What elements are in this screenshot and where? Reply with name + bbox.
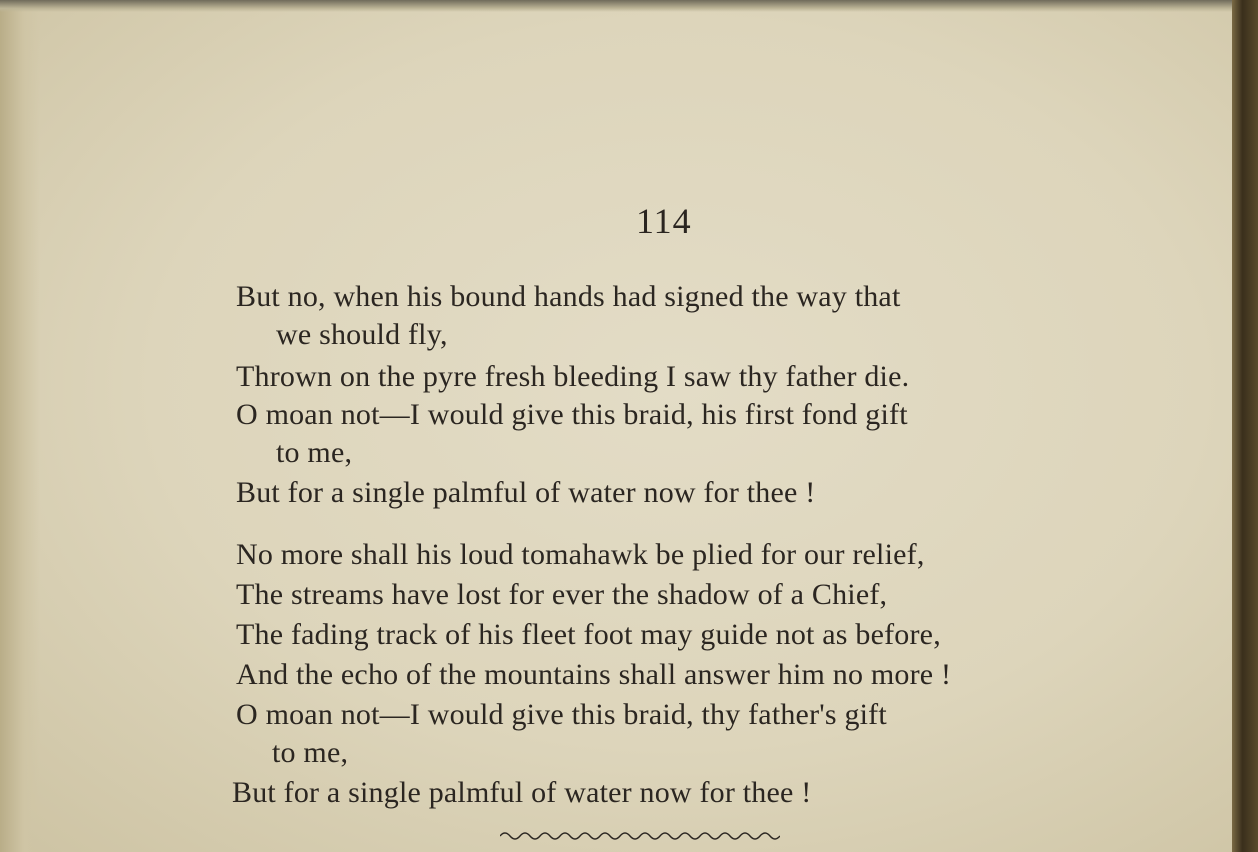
poem-line: O moan not—I would give this braid, thy father's gift bbox=[236, 698, 887, 731]
poem-line: we should fly, bbox=[276, 318, 448, 351]
poem-line: The streams have lost for ever the shadow of a Chief, bbox=[236, 578, 888, 611]
poem-line: The fading track of his fleet foot may guide not as before, bbox=[236, 618, 941, 651]
poem-line: But for a single palmful of water now for thee ! bbox=[236, 476, 816, 509]
poem-line: O moan not—I would give this braid, his first fond gift bbox=[236, 398, 908, 431]
wavy-divider-ornament bbox=[500, 826, 780, 846]
page-number: 114 bbox=[636, 201, 692, 241]
poem-line: But for a single palmful of water now for thee ! bbox=[232, 776, 812, 809]
poem-line: to me, bbox=[276, 436, 353, 469]
poem-line: And the echo of the mountains shall answer him no more ! bbox=[236, 658, 952, 691]
poem-line: No more shall his loud tomahawk be plied for our relief, bbox=[236, 538, 925, 571]
poem-line: But no, when his bound hands had signed the way that bbox=[236, 280, 901, 313]
poem-line: Thrown on the pyre fresh bleeding I saw thy father die. bbox=[236, 360, 910, 393]
page-top-edge bbox=[0, 0, 1232, 12]
page-left-edge bbox=[0, 0, 40, 852]
book-spine bbox=[1232, 0, 1258, 852]
poem-line: to me, bbox=[272, 736, 349, 769]
